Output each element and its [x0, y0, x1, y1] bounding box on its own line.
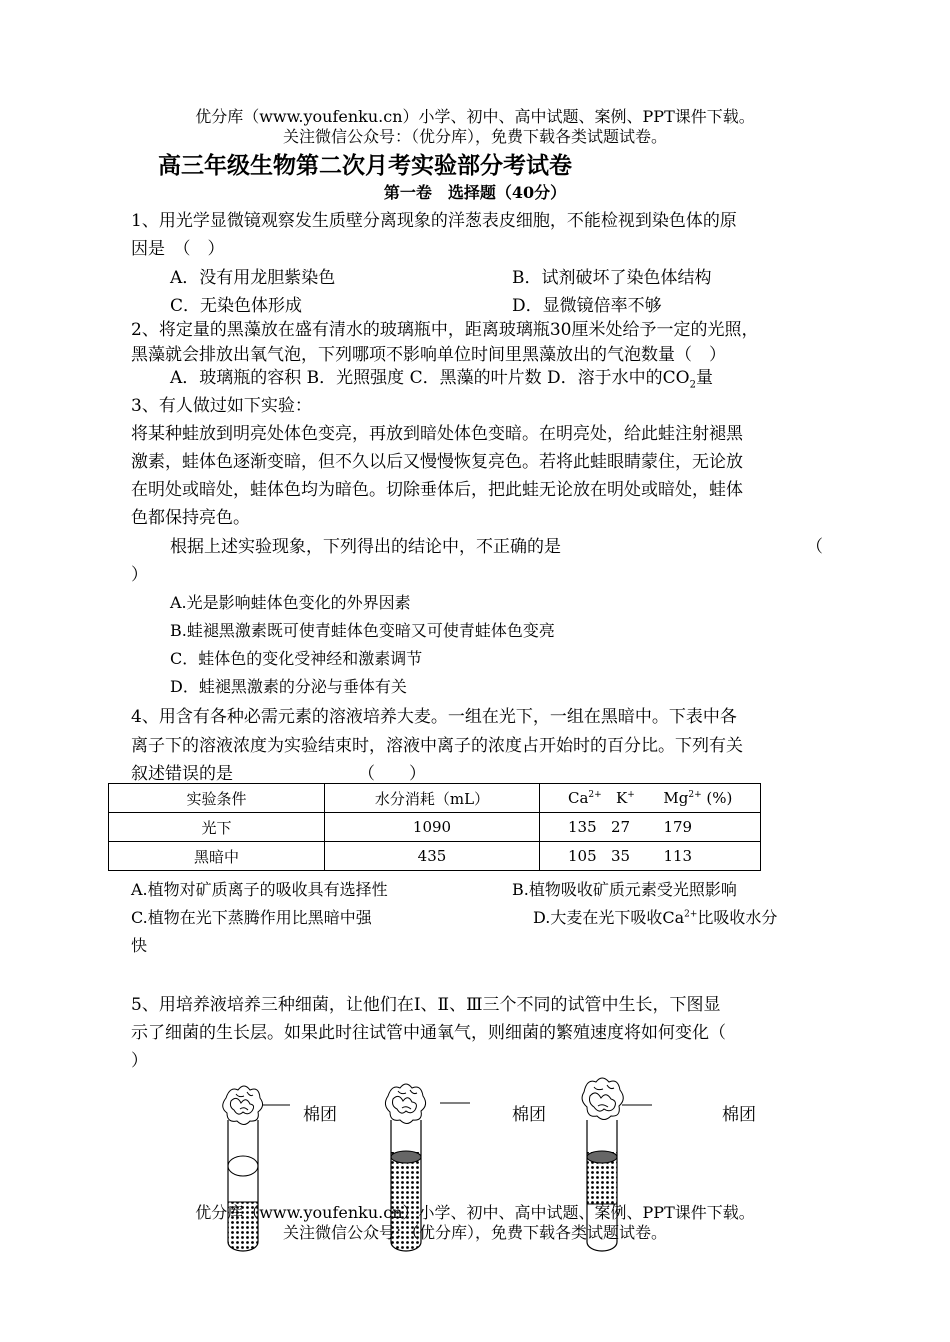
- section-title: 第一卷 选择题（40分）: [383, 183, 567, 202]
- q3-option-c: C．蛙体色的变化受神经和激素调节: [170, 649, 423, 668]
- q1-stem-line1: 1、用光学显微镜观察发生质壁分离现象的洋葱表皮细胞，不能检视到染色体的原: [131, 211, 737, 231]
- q1-option-b: B．试剂破坏了染色体结构: [512, 268, 712, 288]
- q3-paragraph-line2: 激素，蛙体色逐渐变暗，但不久以后又慢慢恢复亮色。若将此蛙眼睛蒙住，无论放: [131, 452, 743, 472]
- q5-stem-line1: 5、用培养液培养三种细菌，让他们在Ⅰ、Ⅱ、Ⅲ三个不同的试管中生长，下图显: [131, 995, 721, 1015]
- cotton-label-2: 棉团: [512, 1105, 546, 1125]
- row1-condition: 光下: [109, 813, 325, 842]
- q4-answer-paren: （ ）: [358, 764, 426, 784]
- q3-option-d: D．蛙褪黑激素的分泌与垂体有关: [170, 677, 407, 696]
- site-footer-line1: 优分库（www.youfenku.cn）小学、初中、高中试题、案例、PPT课件下载。: [195, 1203, 755, 1222]
- cotton-plug-1: [223, 1086, 263, 1125]
- q4-option-b: B.植物吸收矿质元素受光照影响: [512, 880, 737, 899]
- row1-water: 1090: [325, 813, 540, 842]
- q3-paren-open: （: [806, 537, 823, 557]
- exam-title: 高三年级生物第二次月考实验部分考试卷: [158, 152, 572, 179]
- table-row: [109, 842, 761, 871]
- q1-option-d: D．显微镜倍率不够: [512, 296, 662, 316]
- q1-option-a: A．没有用龙胆紫染色: [170, 268, 336, 288]
- q3-question: 根据上述实验现象，下列得出的结论中，不正确的是: [170, 537, 561, 557]
- row1-ions: 135 27 179: [540, 813, 761, 842]
- q4-option-a: A.植物对矿质离子的吸收具有选择性: [131, 880, 388, 899]
- q3-option-a: A.光是影响蛙体色变化的外界因素: [170, 593, 411, 612]
- q3-paragraph-line1: 将某种蛙放到明亮处体色变亮，再放到暗处体色变暗。在明亮处，给此蛙注射褪黑: [131, 424, 743, 444]
- q3-paragraph-line3: 在明处或暗处，蛙体色均为暗色。切除垂体后，把此蛙无论放在明处或暗处，蛙体: [131, 480, 743, 500]
- q4-option-d-continued: 快: [131, 936, 148, 955]
- site-header-line2: 关注微信公众号：（优分库），免费下载各类试题试卷。: [282, 127, 667, 146]
- q4-stem-line1: 4、用含有各种必需元素的溶液培养大麦。一组在光下，一组在黑暗中。下表中各: [131, 707, 737, 727]
- header-condition: 实验条件: [109, 784, 325, 813]
- header-water: 水分消耗（mL）: [325, 784, 540, 813]
- row2-ions: 105 35 113: [540, 842, 761, 871]
- q5-stem-line3: ）: [131, 1051, 148, 1071]
- ion-table: [108, 783, 761, 871]
- row2-condition: 黑暗中: [109, 842, 325, 871]
- q1-stem-line2: 因是 （ ）: [131, 239, 225, 259]
- q1-option-c: C．无染色体形成: [170, 296, 303, 316]
- cotton-label-1: 棉团: [303, 1105, 337, 1125]
- q4-option-d: D.大麦在光下吸收$Ca^{2+}$比吸收水分: [533, 908, 778, 927]
- q3-paragraph-line4: 色都保持亮色。: [131, 508, 250, 528]
- q2-stem-line2: 黑藻就会排放出氧气泡，下列哪项不影响单位时间里黑藻放出的气泡数量（ ）: [131, 345, 726, 365]
- cotton-plug-3: [582, 1078, 623, 1120]
- site-header-line1: 优分库（www.youfenku.cn）小学、初中、高中试题、案例、PPT课件下载。: [195, 107, 755, 126]
- q4-option-c: C.植物在光下蒸腾作用比黑暗中强: [131, 908, 372, 927]
- row2-water: 435: [325, 842, 540, 871]
- header-ions: $Ca^{2+}$ K+ $Mg^{2+}$ (%): [540, 784, 761, 813]
- site-footer-line2: 关注微信公众号：（优分库），免费下载各类试题试卷。: [282, 1223, 667, 1242]
- cotton-plug-2: [385, 1084, 425, 1124]
- q4-stem-line2: 离子下的溶液浓度为实验结束时，溶液中离子的浓度占开始时的百分比。下列有关: [131, 736, 743, 756]
- table-header-row: [109, 784, 761, 813]
- table-row: [109, 813, 761, 842]
- q2-stem-line1: 2、将定量的黑藻放在盛有清水的玻璃瓶中，距离玻璃瓶30厘米处给予一定的光照，: [131, 320, 759, 340]
- q4-stem-line3: 叙述错误的是: [131, 764, 233, 784]
- q3-paren-close: ）: [131, 565, 148, 585]
- q3-stem-line1: 3、有人做过如下实验：: [131, 396, 312, 416]
- cotton-label-3: 棉团: [722, 1105, 756, 1125]
- q5-stem-line2: 示了细菌的生长层。如果此时往试管中通氧气，则细菌的繁殖速度将如何变化（: [131, 1023, 726, 1043]
- q2-options: A．玻璃瓶的容积 B．光照强度 C．黑藻的叶片数 D．溶于水中的$CO_2$量: [170, 368, 713, 391]
- q3-option-b: B.蛙褪黑激素既可使青蛙体色变暗又可使青蛙体色变亮: [170, 621, 555, 640]
